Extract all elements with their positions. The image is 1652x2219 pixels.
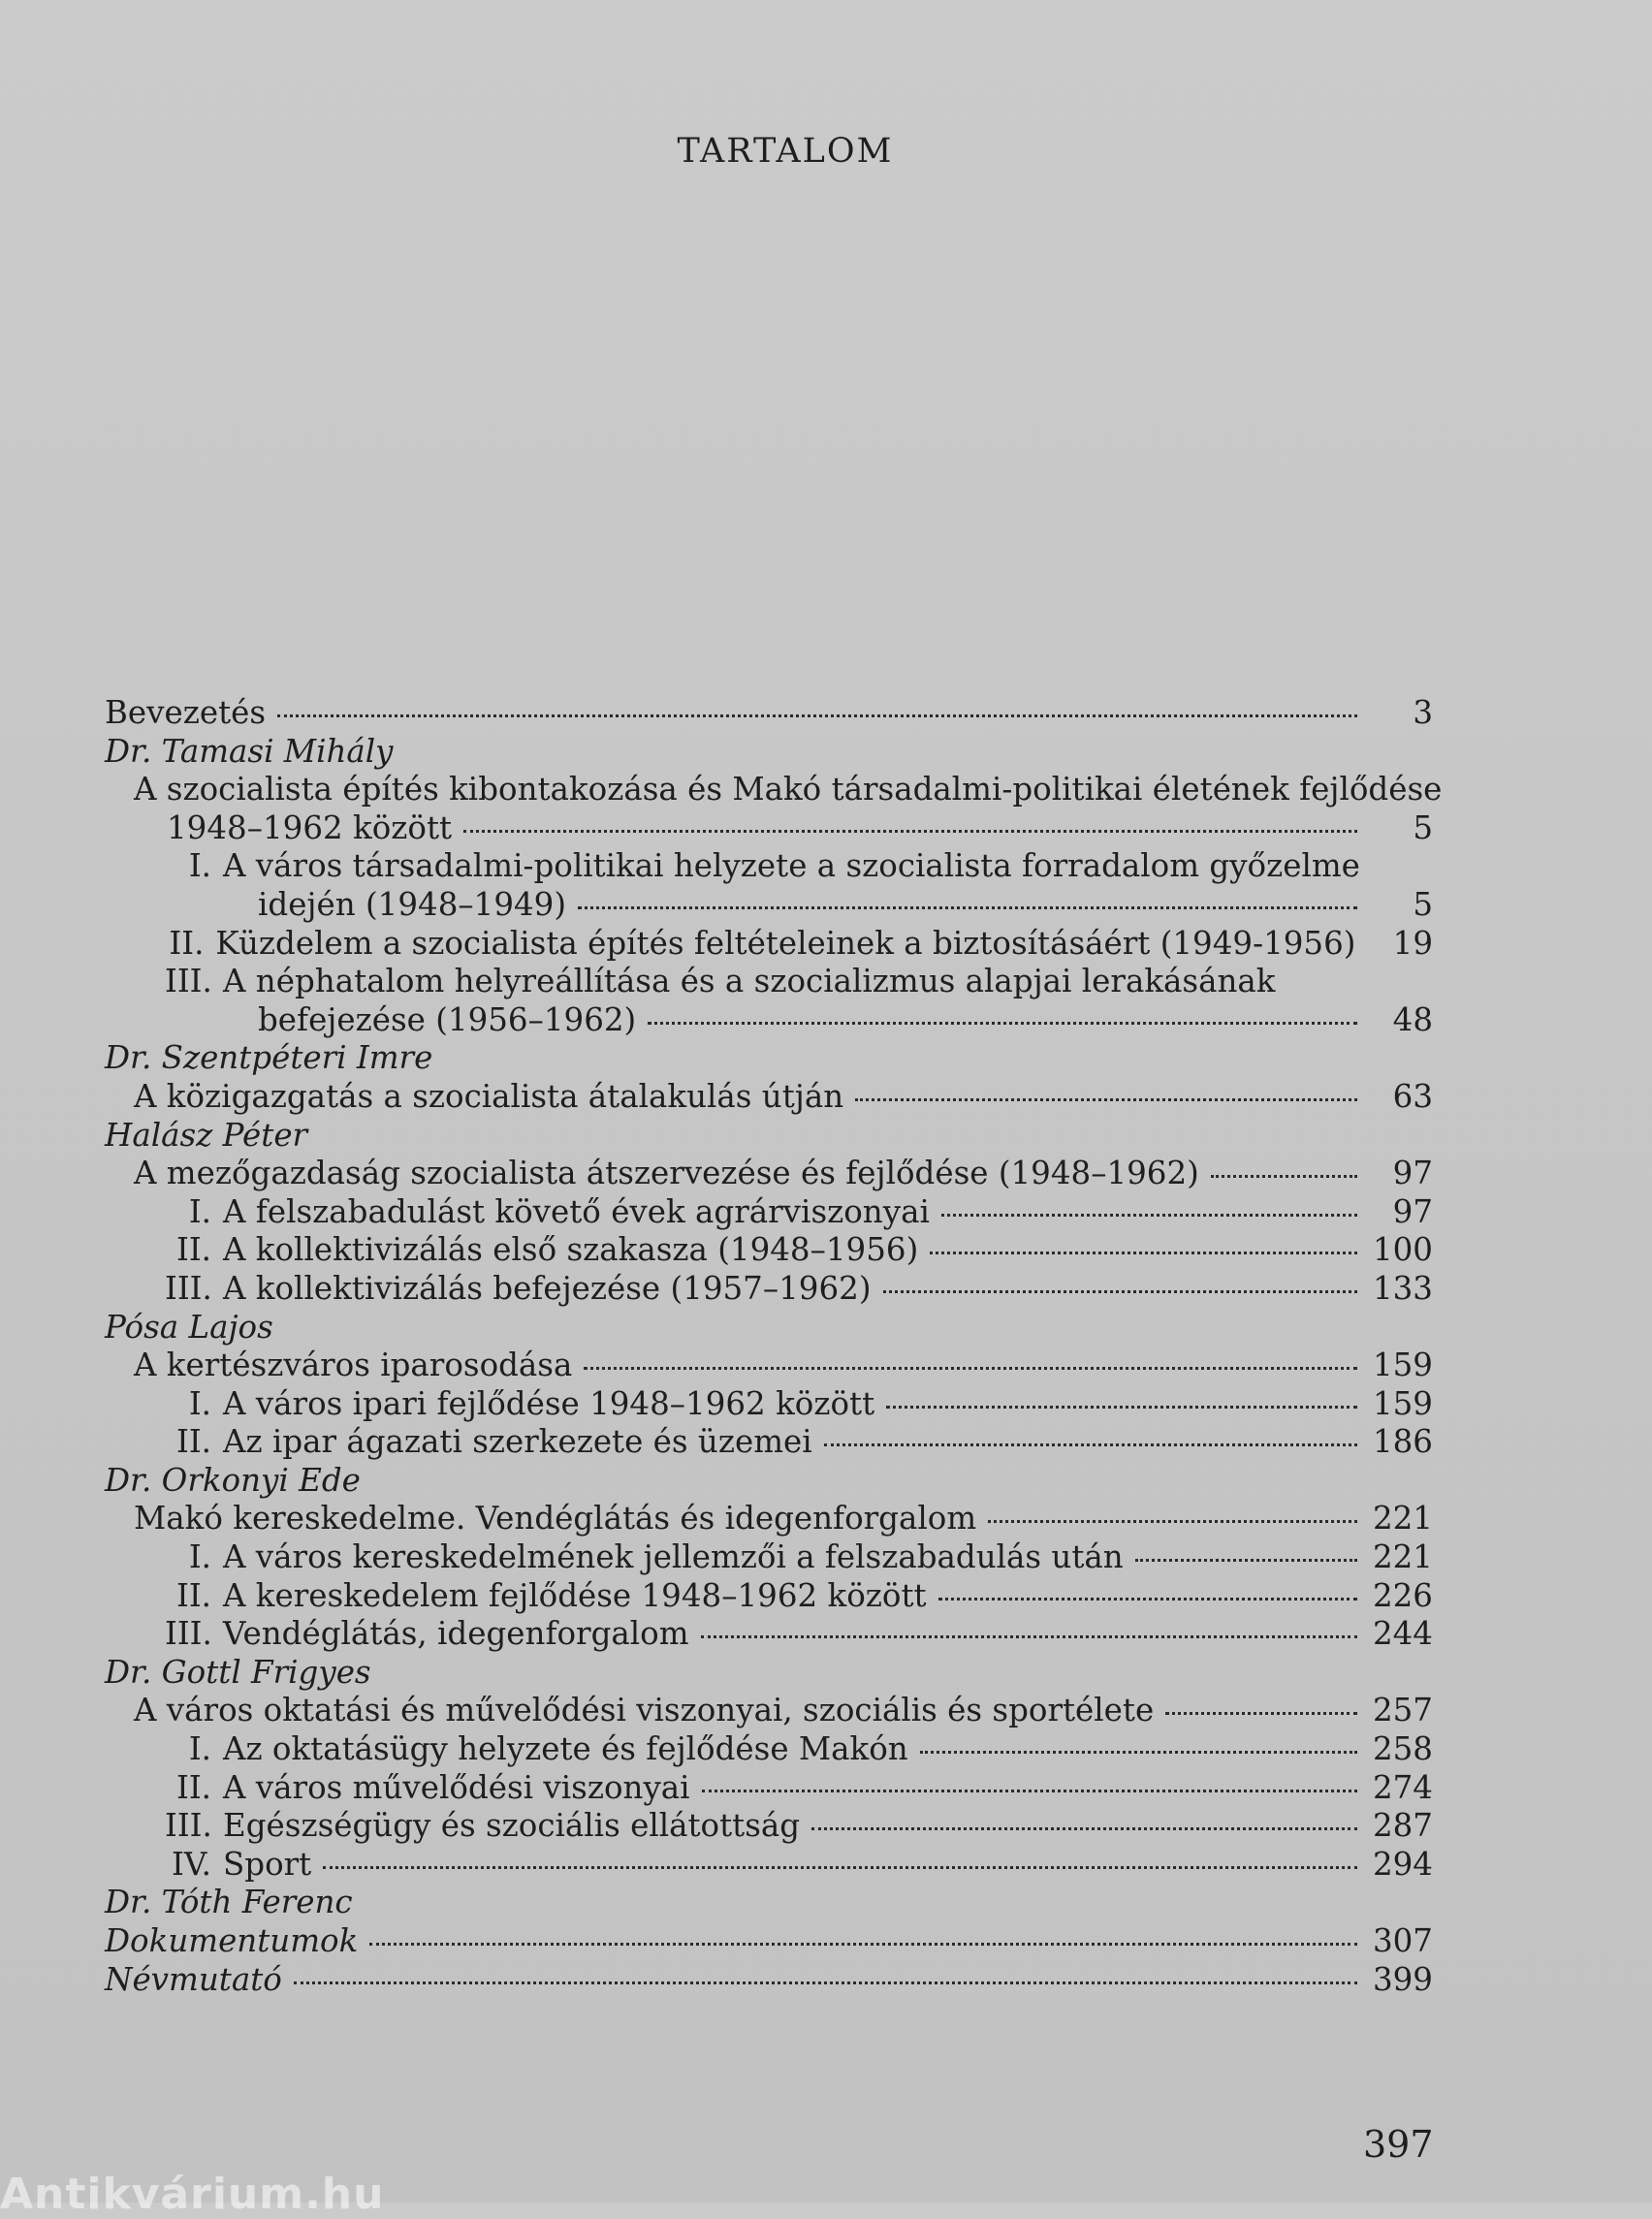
toc-entry — [105, 1039, 1433, 1078]
toc-entry — [105, 1193, 1433, 1232]
dot-leader — [648, 1022, 1357, 1025]
toc-entry-title: A város társadalmi-politikai helyzete a szocialista forradalom győzelme — [223, 847, 1360, 885]
toc-entry — [105, 1730, 1433, 1769]
toc-entry — [105, 771, 1443, 809]
toc-entry — [105, 694, 1433, 733]
toc-page-number: 244 — [1372, 1615, 1433, 1653]
toc-page-number: 257 — [1372, 1692, 1433, 1729]
toc-entry — [105, 809, 1433, 848]
watermark: Antikvárium.hu — [0, 2170, 385, 2219]
toc-entry — [105, 1001, 1433, 1040]
toc-entry-number: I. — [188, 1538, 211, 1576]
toc-entry — [105, 1309, 1433, 1347]
toc-page-number: 226 — [1372, 1576, 1433, 1614]
toc-author: Dr. Orkonyi Ede — [105, 1461, 361, 1499]
toc-entry-title: A kollektivizálás első szakasza (1948–1956) — [223, 1231, 919, 1269]
dot-leader — [369, 1943, 1357, 1946]
toc-entry — [105, 1884, 1433, 1922]
dot-leader — [824, 1443, 1357, 1446]
toc-entry-number: IV. — [172, 1845, 211, 1883]
toc-entry-number: I. — [188, 847, 211, 885]
toc-entry — [105, 1117, 1433, 1156]
toc-entry-number: I. — [188, 1730, 211, 1768]
toc-page-number: 294 — [1372, 1845, 1433, 1883]
toc-entry — [105, 1500, 1433, 1538]
toc-entry-title: 1948–1962 között — [167, 808, 453, 846]
toc-page-number: 48 — [1392, 1000, 1433, 1038]
toc-entry-number: II. — [175, 1768, 211, 1806]
toc-author: Pósa Lajos — [105, 1308, 273, 1346]
toc-entry — [105, 1807, 1433, 1846]
toc-page-number: 97 — [1392, 1155, 1433, 1192]
toc-entry-number: III. — [165, 963, 212, 1000]
toc-entry-title: A felszabadulást követő évek agrárviszonyai — [223, 1192, 930, 1230]
toc-entry — [105, 1769, 1433, 1808]
dot-leader — [855, 1098, 1357, 1101]
toc-author: Dr. Tóth Ferenc — [105, 1884, 353, 1921]
dot-leader — [1135, 1559, 1357, 1562]
toc-entry-number: II. — [175, 1576, 211, 1614]
toc-entry-title: A mezőgazdaság szocialista átszervezése és fejlődése (1948–1962) — [134, 1155, 1199, 1192]
toc-entry-number: II. — [175, 1423, 211, 1461]
toc-page-number: 3 — [1413, 694, 1433, 731]
dot-leader — [294, 1981, 1357, 1984]
toc-entry-title: Névmutató — [105, 1960, 282, 1998]
toc-entry — [105, 847, 1433, 886]
toc-page-number: 287 — [1372, 1807, 1433, 1845]
toc-page-number: 258 — [1372, 1730, 1433, 1768]
toc-page-number: 221 — [1372, 1538, 1433, 1576]
toc-entry-number: I. — [188, 1384, 211, 1422]
toc-entry — [105, 1654, 1433, 1693]
dot-leader — [988, 1520, 1357, 1523]
toc-entry — [105, 1385, 1433, 1424]
dot-leader — [920, 1751, 1357, 1754]
toc-entry — [105, 1577, 1433, 1616]
toc-page-number: 100 — [1372, 1231, 1433, 1269]
page-title: TARTALOM — [677, 132, 894, 171]
toc-entry — [105, 1270, 1433, 1309]
toc-entry — [105, 886, 1433, 925]
toc-entry — [105, 1846, 1433, 1885]
toc-author: Halász Péter — [105, 1116, 308, 1154]
dot-leader — [701, 1635, 1357, 1638]
dot-leader — [811, 1827, 1357, 1830]
toc-page-number: 5 — [1413, 885, 1433, 923]
toc-entry — [105, 1155, 1433, 1193]
toc-entry-title: A város kereskedelmének jellemzői a felszabadulás után — [223, 1538, 1124, 1576]
toc-entry — [105, 1615, 1433, 1654]
toc-entry-title: A szocialista építés kibontakozása és Makó társadalmi-politikai életének fejlődése — [134, 771, 1443, 808]
toc-page-number: 186 — [1372, 1423, 1433, 1461]
toc-page-number: 133 — [1372, 1269, 1433, 1307]
toc-entry-number: III. — [165, 1269, 212, 1307]
toc-entry-title: A város művelődési viszonyai — [223, 1768, 690, 1806]
toc-entry-title: A kollektivizálás befejezése (1957–1962) — [223, 1269, 872, 1307]
toc-entry — [105, 1078, 1433, 1117]
toc-entry — [105, 1922, 1433, 1961]
dot-leader — [584, 1367, 1357, 1370]
dot-leader — [578, 906, 1357, 909]
toc-entry — [105, 925, 1433, 964]
toc-entry — [105, 1692, 1433, 1730]
toc-entry-title: Sport — [223, 1845, 312, 1883]
toc-entry — [105, 1961, 1433, 2000]
dot-leader — [1165, 1712, 1357, 1715]
dot-leader — [277, 714, 1357, 717]
toc-page-number: 274 — [1372, 1768, 1433, 1806]
toc-author: Dr. Tamasi Mihály — [105, 732, 394, 770]
toc-page-number: 63 — [1392, 1077, 1433, 1115]
toc-entry-title: befejezése (1956–1962) — [258, 1000, 637, 1038]
dot-leader — [323, 1866, 1357, 1869]
toc-entry-title: A város ipari fejlődése 1948–1962 között — [223, 1384, 875, 1422]
toc-author: Dr. Szentpéteri Imre — [105, 1039, 433, 1077]
toc-page-number: 97 — [1392, 1192, 1433, 1230]
toc-page-number: 19 — [1392, 924, 1433, 962]
toc-entry — [105, 1423, 1433, 1462]
page-number: 397 — [1363, 2123, 1434, 2166]
toc-entry-number: II. — [175, 1231, 211, 1269]
toc-entry — [105, 1347, 1433, 1385]
toc-entry — [105, 1462, 1433, 1501]
toc-entry — [105, 963, 1433, 1001]
toc-entry-title: A néphatalom helyreállítása és a szocializmus alapjai lerakásának — [223, 963, 1276, 1000]
dot-leader — [938, 1598, 1357, 1601]
toc-entry-title: Egészségügy és szociális ellátottság — [223, 1807, 801, 1845]
toc-page-number: 159 — [1372, 1347, 1433, 1384]
dot-leader — [463, 830, 1357, 833]
dot-leader — [930, 1252, 1357, 1254]
toc-entry-title: Küzdelem a szocialista építés feltételeinek a biztosításáért (1949-1956) — [215, 924, 1356, 962]
toc-entry-number: II. — [169, 924, 205, 962]
toc-entry-title: A közigazgatás a szocialista átalakulás útján — [134, 1077, 844, 1115]
dot-leader — [941, 1214, 1357, 1217]
toc-page-number: 221 — [1372, 1500, 1433, 1537]
dot-leader — [883, 1290, 1357, 1293]
toc-page-number: 159 — [1372, 1384, 1433, 1422]
toc-entry-title: Az oktatásügy helyzete és fejlődése Makón — [223, 1730, 908, 1768]
toc-entry-title: Makó kereskedelme. Vendéglátás és idegenforgalom — [134, 1500, 977, 1537]
toc-entry — [105, 1231, 1433, 1270]
dot-leader — [886, 1406, 1357, 1409]
toc-author: Dr. Gottl Frigyes — [105, 1653, 371, 1691]
toc-entry-number: III. — [165, 1615, 212, 1653]
dot-leader — [702, 1790, 1357, 1792]
toc-page-number: 399 — [1372, 1960, 1433, 1998]
toc-entry-title: A kereskedelem fejlődése 1948–1962 között — [223, 1576, 927, 1614]
toc-entry-title: Bevezetés — [105, 694, 267, 731]
toc-entry-number: III. — [165, 1807, 212, 1845]
toc-entry-title: Az ipar ágazati szerkezete és üzemei — [223, 1423, 812, 1461]
toc-entry-title: Vendéglátás, idegenforgalom — [223, 1615, 689, 1653]
toc-entry — [105, 1538, 1433, 1577]
toc-entry — [105, 733, 1433, 772]
toc-entry-title: Dokumentumok — [105, 1922, 359, 1959]
toc-page-number: 5 — [1413, 808, 1433, 846]
toc-page-number: 307 — [1372, 1922, 1433, 1959]
toc-entry-title: idején (1948–1949) — [258, 885, 567, 923]
dot-leader — [1211, 1175, 1357, 1178]
toc-entry-number: I. — [188, 1192, 211, 1230]
toc-entry-title: A város oktatási és művelődési viszonyai, szociális és sportélete — [134, 1692, 1155, 1729]
toc-entry-title: A kertészváros iparosodása — [134, 1347, 573, 1384]
table-of-contents — [105, 694, 1443, 1999]
